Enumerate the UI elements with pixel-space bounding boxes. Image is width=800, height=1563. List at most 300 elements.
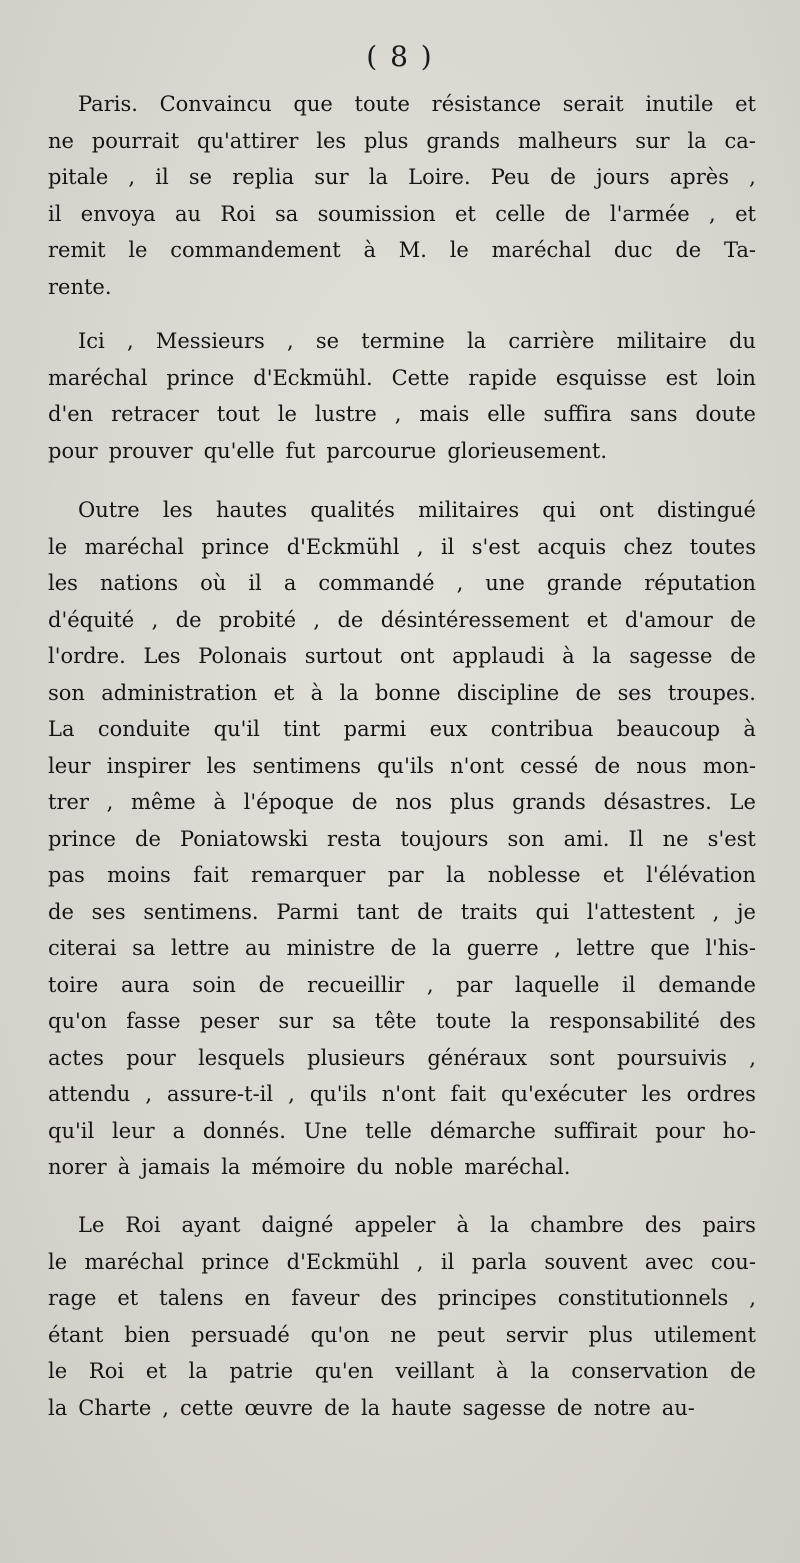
word: fait (193, 863, 229, 887)
word: la (592, 644, 612, 668)
word: Ici (78, 329, 105, 353)
word: lettre (576, 936, 635, 960)
word: de (258, 972, 285, 997)
word: tout (216, 402, 260, 426)
word: ses (91, 899, 126, 924)
word: toute (435, 1009, 492, 1033)
word: la (687, 128, 707, 153)
word: Paris. (78, 92, 138, 116)
text-line (48, 565, 756, 602)
word: la (368, 165, 389, 189)
word: sa (274, 201, 299, 226)
word: servir (505, 1322, 568, 1347)
word: d'Eckmühl (286, 1249, 400, 1274)
word: Roi (220, 201, 256, 226)
word: ca- (724, 128, 756, 153)
word: qu'elle (203, 438, 275, 463)
word: noble (394, 1155, 454, 1179)
word: la (339, 680, 359, 705)
word: les (48, 571, 78, 595)
word: ministre (286, 936, 376, 960)
word: Roi (125, 1213, 161, 1237)
word: resta (327, 826, 382, 851)
word: d'équité (48, 607, 135, 632)
text-line (48, 1317, 756, 1354)
word: daigné (261, 1213, 334, 1237)
word: de (730, 1359, 756, 1383)
text-line (48, 821, 756, 858)
word: les (162, 498, 193, 522)
word: l'armée (609, 201, 690, 226)
word: au (175, 201, 202, 226)
word: , (426, 972, 434, 997)
word: toire (48, 972, 99, 997)
word: patrie (229, 1359, 294, 1383)
word: et (273, 680, 295, 705)
word: bonne (375, 680, 441, 705)
word: ho- (722, 1118, 756, 1143)
word: appeler (354, 1213, 436, 1237)
word: je (737, 899, 756, 924)
word: qu'il (48, 1118, 95, 1143)
word: peser (199, 1009, 260, 1033)
word: par (456, 972, 493, 997)
word: Roi (88, 1359, 125, 1383)
word: guerre (466, 936, 539, 960)
word: commandement (170, 238, 341, 262)
word: l'his- (705, 936, 756, 960)
text-line (48, 711, 756, 748)
word: par (387, 863, 424, 887)
word: celle (495, 201, 546, 226)
word: sagesse (629, 644, 713, 668)
word: qu'exécuter (501, 1082, 627, 1106)
word: le (48, 534, 68, 559)
word: inutile (645, 92, 714, 116)
word: contribua (490, 717, 594, 741)
word: beaucoup (616, 717, 721, 741)
word: remarquer (250, 863, 366, 887)
word: le (128, 238, 148, 262)
paragraph-2 (48, 323, 756, 469)
word: telle (365, 1118, 412, 1143)
word: duc (613, 238, 653, 262)
word: Peu (490, 165, 530, 189)
word: esquisse (555, 365, 647, 390)
word: sur (278, 1009, 313, 1033)
word: que (293, 92, 333, 116)
word: jamais (141, 1155, 211, 1179)
word: , (106, 790, 114, 814)
word: à (117, 1155, 131, 1179)
word: étant (48, 1322, 104, 1347)
text-line (48, 1040, 756, 1077)
word: malheurs (517, 128, 618, 153)
word: persuadé (191, 1322, 290, 1347)
text-line (48, 323, 756, 360)
word: notre (593, 1395, 651, 1420)
word: du (728, 329, 756, 353)
word: , (126, 329, 134, 353)
word: poursuivis (617, 1045, 728, 1070)
word: désintéressement (380, 607, 570, 632)
word: replia (232, 165, 295, 189)
word: , (709, 201, 716, 226)
word: à (743, 717, 756, 741)
word: de (337, 607, 364, 632)
word: tant (356, 899, 400, 924)
word: chambre (530, 1213, 624, 1237)
word: retracer (111, 402, 199, 426)
word: peut (437, 1322, 485, 1347)
word: qu'on (48, 1009, 107, 1033)
word: Poniatowski (179, 826, 308, 851)
word: parmi (343, 717, 407, 741)
word: la (510, 1009, 530, 1033)
word: militaires (418, 498, 520, 522)
word: Charte (78, 1395, 152, 1420)
word: il (155, 165, 169, 189)
word: a (283, 571, 297, 595)
word: , (288, 1082, 295, 1106)
word: toujours (400, 826, 489, 851)
page-number: ( 8 ) (366, 40, 434, 73)
word: constitutionnels (557, 1286, 729, 1310)
word: même (131, 790, 196, 814)
text-line (48, 1003, 756, 1040)
word: toutes (689, 534, 756, 559)
word: à (496, 1359, 509, 1383)
word: nations (99, 571, 179, 595)
word: et (454, 201, 476, 226)
word: sont (549, 1045, 595, 1070)
word: responsabilité (549, 1009, 700, 1033)
word: des (380, 1286, 418, 1310)
word: sagesse (462, 1395, 546, 1420)
word: d'en (48, 402, 94, 426)
word: de (550, 165, 576, 189)
text-line (48, 232, 756, 269)
word: jours (596, 165, 650, 189)
word: de (730, 644, 756, 668)
word: tête (374, 1009, 417, 1033)
text-line (48, 1280, 756, 1317)
word: Parmi (276, 899, 339, 924)
word: qu'on (310, 1322, 370, 1347)
word: la (432, 936, 452, 960)
word: remit (48, 238, 106, 262)
word: utilement (653, 1322, 756, 1347)
word: bien (124, 1322, 171, 1347)
word: parcourue (326, 438, 437, 463)
word: l'époque (243, 790, 335, 814)
text-line (48, 894, 756, 931)
word: et (586, 607, 608, 632)
word: il (440, 534, 455, 559)
word: faveur (291, 1286, 360, 1310)
word: souvent (544, 1249, 628, 1274)
word: il (48, 201, 62, 226)
word: Polonais (198, 644, 288, 668)
word: conservation (571, 1359, 709, 1383)
word: les (316, 128, 347, 153)
word: s'est (471, 534, 520, 559)
word: n'ont (381, 1082, 436, 1106)
text-line (48, 123, 756, 160)
word: Loire. (408, 165, 471, 189)
word: au- (661, 1395, 695, 1420)
word: sa (332, 1009, 356, 1033)
word: de (564, 201, 591, 226)
word: qu'ils (309, 1082, 367, 1106)
word: pourrait (91, 128, 180, 153)
word: inspirer (106, 753, 191, 778)
word: à (213, 790, 226, 814)
text-line (48, 269, 756, 306)
word: talens (159, 1286, 224, 1310)
word: militaire (616, 329, 707, 353)
word: mon- (702, 753, 756, 778)
word: la (446, 863, 466, 887)
word: prince (166, 365, 235, 390)
word: la (466, 329, 487, 353)
word: sentimens. (143, 899, 259, 924)
text-line (48, 930, 756, 967)
word: haute (391, 1395, 452, 1420)
word: l'élévation (646, 863, 756, 887)
word: , (313, 607, 321, 632)
word: le (277, 402, 297, 426)
text-line (48, 857, 756, 894)
word: la (188, 1359, 208, 1383)
text-line (48, 1244, 756, 1281)
word: maréchal (491, 238, 592, 262)
word: fasse (126, 1009, 181, 1033)
word: prince (48, 826, 116, 851)
word: , (749, 165, 756, 189)
word: avec (644, 1249, 694, 1274)
word: les (206, 753, 237, 778)
word: s'est (707, 826, 756, 851)
word: cette (179, 1395, 234, 1420)
word: ne (48, 128, 74, 153)
word: grande (546, 571, 623, 595)
word: M. (398, 238, 427, 262)
text-line (48, 396, 756, 433)
word: qualités (310, 498, 395, 522)
word: que (650, 936, 690, 960)
word: se (188, 165, 213, 189)
word: le (48, 1359, 68, 1383)
word: qui (542, 498, 576, 522)
word: de (675, 238, 702, 262)
text-line (48, 433, 756, 470)
word: Ta- (723, 238, 756, 262)
word: lesquels (198, 1045, 285, 1070)
text-line (48, 159, 756, 196)
word: réputation (644, 571, 756, 595)
word: , (416, 1249, 424, 1274)
word: désastres. (603, 790, 712, 814)
word: de (48, 899, 74, 924)
text-line (48, 1353, 756, 1390)
word: qu'ils (377, 753, 435, 778)
word: ses (617, 680, 652, 705)
word: a (172, 1118, 186, 1143)
text-line (48, 967, 756, 1004)
word: pas (48, 863, 85, 887)
word: et (145, 1359, 167, 1383)
word: d'Eckmühl (286, 534, 400, 559)
word: ayant (181, 1213, 241, 1237)
word: qu'en (314, 1359, 374, 1383)
word: troupes. (667, 680, 756, 705)
word: de (417, 899, 443, 924)
word: suffirait (553, 1118, 638, 1143)
paragraph-3 (48, 492, 756, 1186)
word: grands (512, 790, 586, 814)
word: administration (101, 680, 258, 705)
text-line (48, 1076, 756, 1113)
word: parla (471, 1249, 527, 1274)
word: sur (635, 128, 670, 153)
text-line (48, 638, 756, 675)
word: maréchal. (464, 1155, 571, 1179)
word: sentimens (252, 753, 362, 778)
word: les (641, 1082, 672, 1106)
word: n'ont (450, 753, 505, 778)
word: généraux (427, 1045, 528, 1070)
word: donnés. (202, 1118, 286, 1143)
word: de (390, 936, 417, 960)
word: envoya (80, 201, 156, 226)
word: cessé (520, 753, 579, 778)
word: noblesse (487, 863, 581, 887)
word: il (622, 972, 636, 997)
word: discipline (456, 680, 560, 705)
word: , (128, 165, 136, 189)
word: ont (599, 498, 634, 522)
text-line (48, 492, 756, 529)
word: maréchal (84, 534, 184, 559)
word: Les (143, 644, 181, 668)
word: trer (48, 790, 89, 814)
word: en (244, 1286, 271, 1310)
word: toute (354, 92, 410, 116)
text-line (48, 748, 756, 785)
word: Une (303, 1118, 348, 1143)
word: mémoire (251, 1155, 346, 1179)
word: d'amour (624, 607, 713, 632)
word: laquelle (514, 972, 600, 997)
word: il (440, 1249, 455, 1274)
word: œuvre (244, 1395, 314, 1420)
word: , (145, 1082, 152, 1106)
word: sa (132, 936, 156, 960)
word: veillant (395, 1359, 475, 1383)
word: sur (314, 165, 349, 189)
word: hautes (215, 498, 288, 522)
word: après (669, 165, 729, 189)
word: chez (623, 534, 673, 559)
word: du (356, 1155, 384, 1179)
word: traits (460, 899, 518, 924)
word: prouver (108, 438, 193, 463)
word: qu'il (213, 717, 260, 741)
word: probité (218, 607, 297, 632)
word: de (556, 1395, 583, 1420)
word: et (735, 201, 756, 226)
word: son (507, 826, 545, 851)
word: des (719, 1009, 756, 1033)
word: demande (658, 972, 756, 997)
word: la (530, 1359, 550, 1383)
word: et (602, 863, 624, 887)
word: lettre (170, 936, 230, 960)
word: qui (535, 899, 570, 924)
word: , (749, 1286, 756, 1310)
text-line (48, 360, 756, 397)
word: , (416, 534, 424, 559)
word: acquis (537, 534, 607, 559)
word: La (48, 717, 75, 741)
word: de (135, 826, 161, 851)
word: Le (78, 1213, 105, 1237)
word: rapide (468, 365, 537, 390)
word: grands (426, 128, 501, 153)
word: démarche (429, 1118, 536, 1143)
word: de (175, 607, 202, 632)
word: termine (361, 329, 445, 353)
word: fait (450, 1082, 487, 1106)
word: cou- (710, 1249, 756, 1274)
word: Convaincu (159, 92, 272, 116)
word: à (562, 644, 575, 668)
word: actes (48, 1045, 104, 1070)
word: pairs (702, 1213, 756, 1237)
word: fut (285, 438, 316, 463)
word: d'Eckmühl. (253, 365, 373, 390)
word: , (162, 1395, 169, 1420)
word: maréchal (48, 365, 148, 390)
word: glorieusement. (447, 438, 608, 463)
word: l'ordre. (48, 644, 126, 668)
word: pour (126, 1045, 176, 1070)
word: plus (449, 790, 495, 814)
text-line (48, 86, 756, 123)
word: carrière (508, 329, 595, 353)
word: , (456, 571, 464, 595)
word: ne (390, 1322, 417, 1347)
word: nous (636, 753, 687, 778)
word: eux (429, 717, 468, 741)
word: ont (399, 644, 435, 668)
word: citerai (48, 936, 117, 960)
word: pour (48, 438, 98, 463)
text-line (48, 784, 756, 821)
text-line (48, 1149, 756, 1186)
text-line (48, 602, 756, 639)
word: se (315, 329, 340, 353)
word: plusieurs (307, 1045, 406, 1070)
word: moins (107, 863, 171, 887)
word: commandé (318, 571, 435, 595)
word: ordres (686, 1082, 756, 1106)
word: prince (201, 1249, 270, 1274)
word: elle (487, 402, 526, 426)
word: maréchal (84, 1249, 184, 1274)
word: conduite (97, 717, 191, 741)
